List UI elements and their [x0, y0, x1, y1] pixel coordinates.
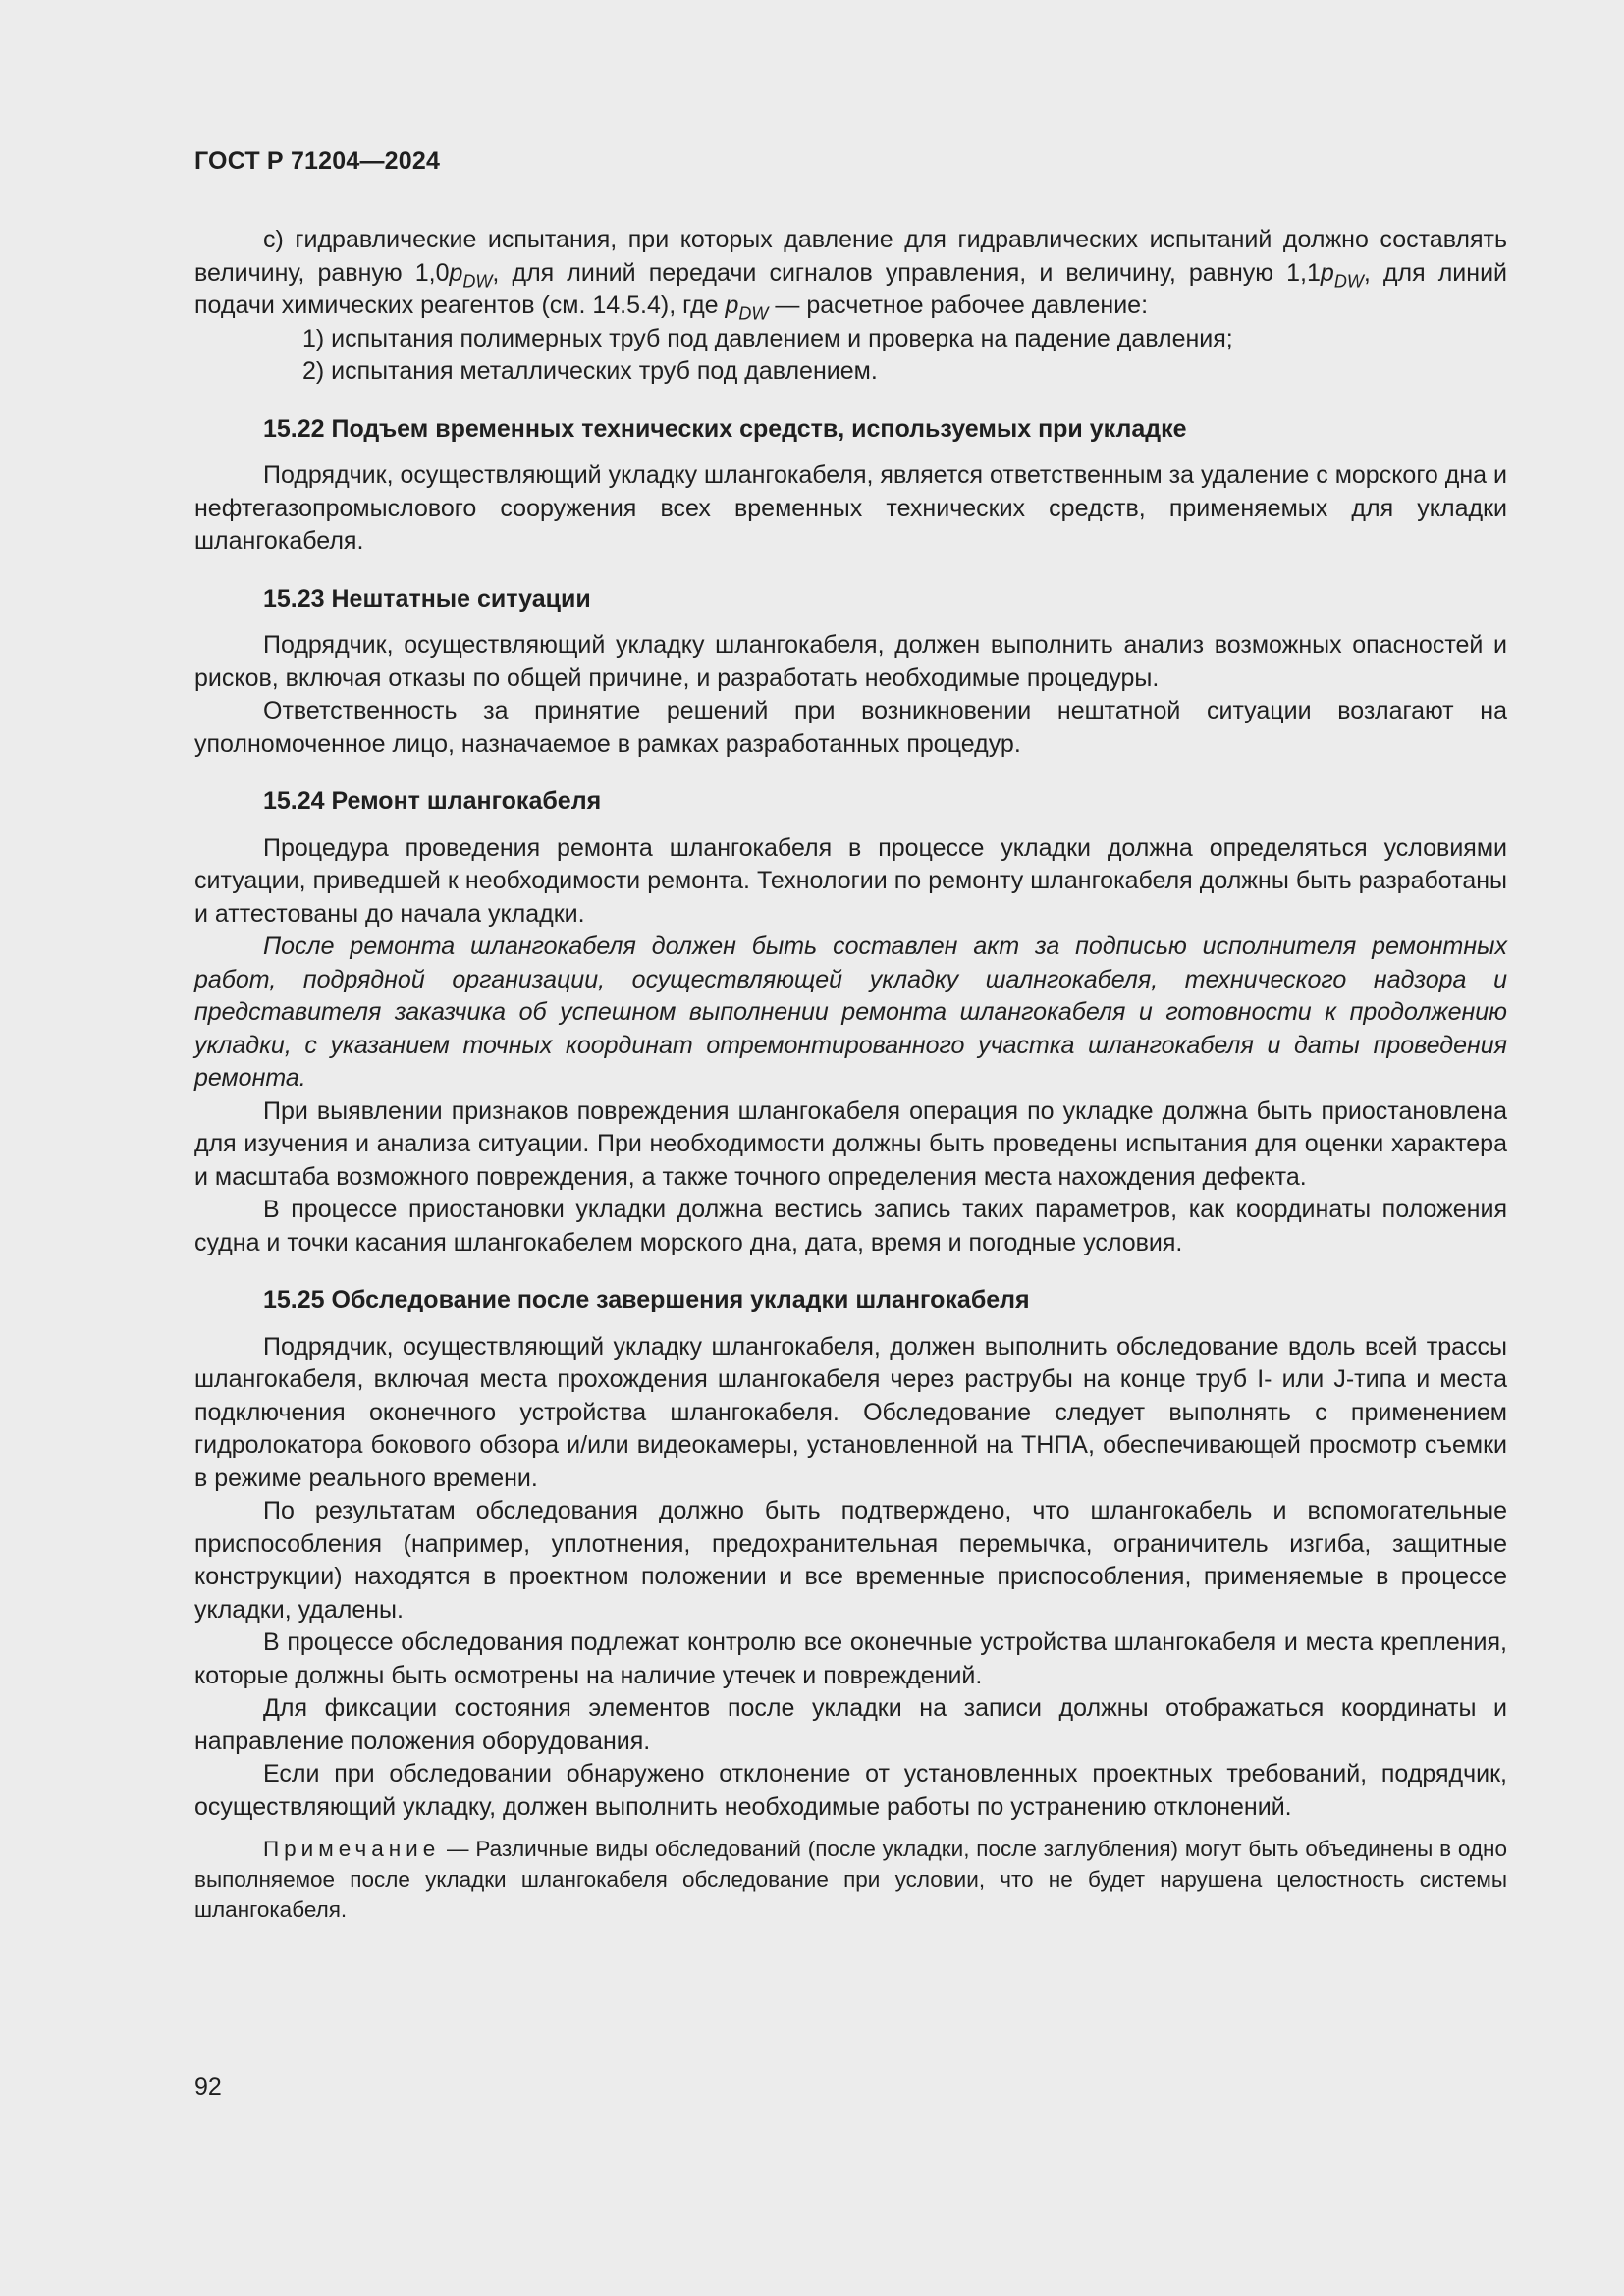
sub-list-item: 2) испытания металлических труб под давлением.: [302, 357, 878, 385]
note: [194, 1834, 1507, 1925]
section-heading: 15.23 Нештатные ситуации: [263, 584, 591, 613]
variable-p: p: [1320, 258, 1334, 287]
paragraph: В процессе обследования подлежат контролю все оконечные устройства шлангокабеля и места крепления, которые должны быть осмотрены на наличие утечек и повреждений.: [194, 1629, 1507, 1689]
text-run: , для линий подачи химических реагентов (см. 14.5.4), где: [194, 258, 1508, 319]
coefficient: 1,1: [1286, 258, 1321, 287]
paragraph: Ответственность за принятие решений при возникновении нештатной ситуации возлагают на уполномоченное лицо, назначаемое в рамках разработанных процедур.: [194, 697, 1507, 758]
page-number: 92: [194, 2073, 222, 2101]
section-heading: 15.22 Подъем временных технических средств, используемых при укладке: [263, 414, 1187, 443]
variable-p: p: [725, 292, 739, 319]
sub-list-item: 1) испытания полимерных труб под давлением и проверка на падение давления;: [302, 324, 1233, 352]
note-dash: —: [440, 1837, 476, 1861]
paragraph: Для фиксации состояния элементов после укладки на записи должны отображаться координаты и направление положения оборудования.: [194, 1694, 1507, 1755]
paragraph: Подрядчик, осуществляющий укладку шлангокабеля, должен выполнить анализ возможных опасностей и рисков, включая отказы по общей причине, и разработать необходимые процедуры.: [194, 631, 1507, 692]
document-header: ГОСТ Р 71204—2024: [194, 147, 441, 175]
section-heading: 15.25 Обследование после завершения укладки шлангокабеля: [263, 1286, 1030, 1313]
text-run: с) гидравлические испытания, при которых давление для гидравлических испытаний должно составлять величину, равную: [194, 226, 1507, 287]
text-run: , для линий передачи сигналов управления, и величину, равную: [492, 258, 1287, 287]
paragraph: При выявлении признаков повреждения шлангокабеля операция по укладке должна быть приостановлена для изучения и анализа ситуации. При необходимости должны быть проведены испытания для оценки характера и масштаба возможного повреждения, а также точного определения места нахождения дефекта.: [194, 1096, 1507, 1191]
note-label: Примечание: [263, 1837, 441, 1861]
list-item-c: [194, 224, 1507, 323]
section-heading: 15.24 Ремонт шлангокабеля: [263, 787, 602, 815]
paragraph: Если при обследовании обнаружено отклонение от установленных проектных требований, подрядчик, осуществляющий укладку, должен выполнить необходимые работы по устранению отклонений.: [194, 1760, 1507, 1821]
paragraph-italic: После ремонта шлангокабеля должен быть составлен акт за подписью исполнителя ремонтных работ, подрядной организации, осуществляющей укладку шалнгокабеля, технического надзора и представителя заказчика об успешном выполнении ремонта шлангокабеля и готовности к продолжению укладки, с указанием точных координат отремонтированного участка шлангокабеля и даты проведения ремонта.: [194, 933, 1507, 1092]
paragraph: Подрядчик, осуществляющий укладку шлангокабеля, должен выполнить обследование вдоль всей трассы шлангокабеля, включая места прохождения шлангокабеля через раструбы на конце труб I- или J-типа и места подключения оконечного устройства шлангокабеля. Обследование следует выполнять с применением гидролокатора бокового обзора и/или видеокамеры, установленной на ТНПА, обеспечивающей просмотр съемки в режиме реального времени.: [194, 1332, 1507, 1492]
paragraph: Процедура проведения ремонта шлангокабеля в процессе укладки должна определяться условиями ситуации, приведшей к необходимости ремонта. Технологии по ремонту шлангокабеля должны быть разработаны и аттестованы до начала укладки.: [194, 833, 1507, 928]
subscript-dw: DW: [738, 303, 769, 324]
document-body: [194, 224, 1507, 1925]
coefficient: 1,0: [414, 258, 450, 287]
paragraph: В процессе приостановки укладки должна вестись запись таких параметров, как координаты положения судна и точки касания шлангокабелем морского дна, дата, время и погодные условия.: [194, 1196, 1507, 1256]
paragraph: Подрядчик, осуществляющий укладку шлангокабеля, является ответственным за удаление с морского дна и нефтегазопромыслового сооружения всех временных технических средств, применяемых для укладки шлангокабеля.: [194, 461, 1507, 555]
note-text: Различные виды обследований (после укладки, после заглубления) могут быть объединены в одно выполняемое после укладки шлангокабеля обследование при условии, что не будет нарушена целостность системы шлангокабеля.: [194, 1837, 1507, 1922]
paragraph: По результатам обследования должно быть подтверждено, что шлангокабель и вспомогательные приспособления (например, уплотнения, предохранительная перемычка, ограничитель изгиба, защитные конструкции) находятся в проектном положении и все временные приспособления, применяемые в процессе укладки, удалены.: [194, 1497, 1507, 1624]
text-run: — расчетное рабочее давление:: [768, 292, 1149, 319]
subscript-dw: DW: [1333, 270, 1364, 291]
variable-p: p: [449, 258, 463, 287]
subscript-dw: DW: [462, 270, 493, 291]
